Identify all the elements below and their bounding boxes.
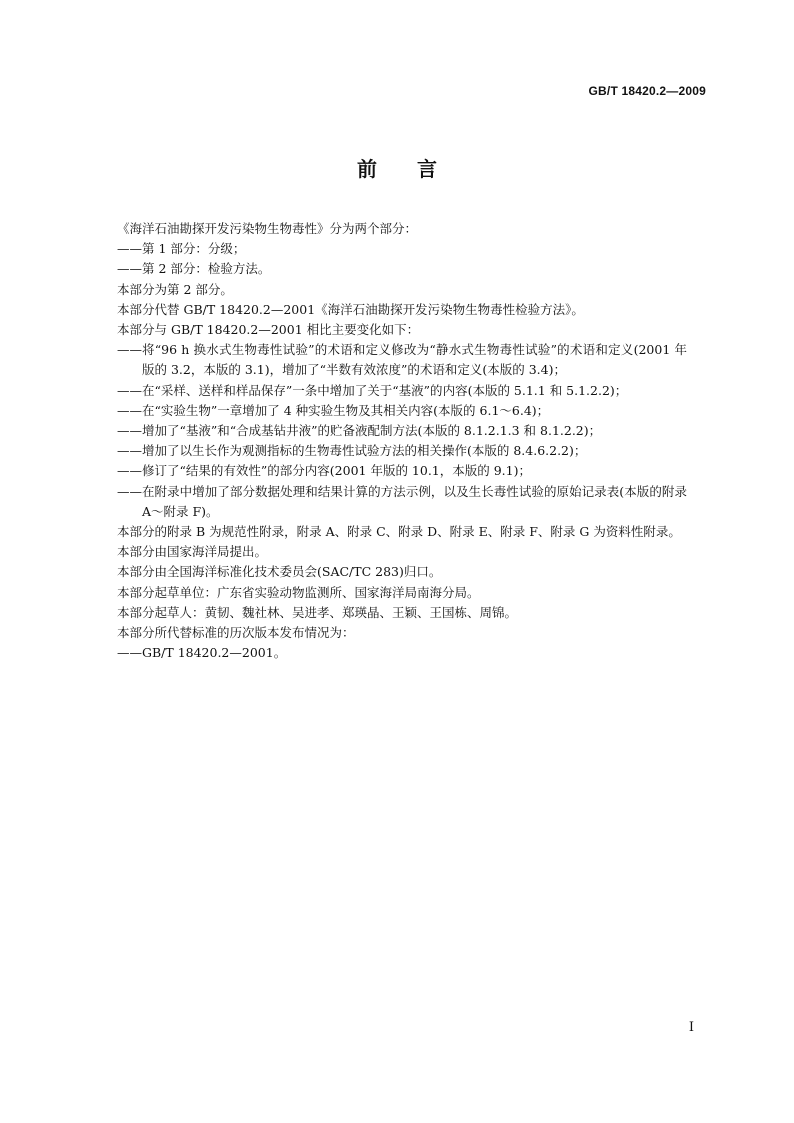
list-item-text: 第 1 部分：分级； xyxy=(142,241,246,257)
list-dash: —— xyxy=(117,645,142,661)
list-item-text: 将“96 h 换水式生物毒性试验”的术语和定义修改为“静水式生物毒性试验”的术语和定义(2001 年版的 3.2，本版的 3.1)，增加了“半数有效浓度”的术语和定义(本版的 3.4)； xyxy=(142,342,687,378)
list-item xyxy=(117,441,687,461)
list-item xyxy=(117,259,687,279)
paragraph: 《海洋石油勘探开发污染物生物毒性》分为两个部分： xyxy=(117,221,418,236)
list-dash: —— xyxy=(117,342,142,358)
paragraph: 本部分起草人：黄韧、魏社林、吴进孝、郑瑛晶、王颖、王国栋、周锦。 xyxy=(117,604,518,620)
list-item-text: 修订了“结果的有效性”的部分内容(2001 年版的 10.1，本版的 9.1)； xyxy=(142,463,531,479)
paragraph: 本部分与 GB/T 18420.2—2001 相比主要变化如下： xyxy=(117,322,420,338)
list-item-text: 增加了“基液”和“合成基钻井液”的贮备液配制方法(本版的 8.1.2.1.3 和 8.1.2.2)； xyxy=(142,423,602,439)
list-dash: —— xyxy=(117,463,142,479)
list-item xyxy=(117,239,687,259)
list-item xyxy=(117,381,687,401)
list-dash: —— xyxy=(117,261,142,277)
list-item xyxy=(117,401,687,421)
list-dash: —— xyxy=(117,443,142,459)
standard-code: GB/T 18420.2—2009 xyxy=(588,84,706,98)
list-item xyxy=(117,421,687,441)
foreword-body xyxy=(117,219,687,663)
paragraph: 本部分起草单位：广东省实验动物监测所、国家海洋局南海分局。 xyxy=(117,584,480,600)
list-dash: —— xyxy=(117,483,142,499)
list-dash: —— xyxy=(117,423,142,439)
paragraph: 本部分由全国海洋标准化技术委员会(SAC/TC 283)归口。 xyxy=(117,564,442,580)
list-item xyxy=(117,461,687,481)
list-dash: —— xyxy=(117,402,142,418)
page-number: I xyxy=(688,1020,694,1035)
list-dash: —— xyxy=(117,382,142,398)
list-item xyxy=(117,340,687,380)
page-title: 前言 xyxy=(357,157,477,181)
list-item-text: 在“采样、送样和样品保存”一条中增加了关于“基液”的内容(本版的 5.1.1 和 5.1.2.2)； xyxy=(142,382,628,398)
list-item-text: 在“实验生物”一章增加了 4 种实验生物及其相关内容(本版的 6.1～6.4)； xyxy=(142,402,550,418)
paragraph: 本部分代替 GB/T 18420.2—2001《海洋石油勘探开发污染物生物毒性检验方法》。 xyxy=(117,301,584,317)
list-item-text: 增加了以生长作为观测指标的生物毒性试验方法的相关操作(本版的 8.4.6.2.2)； xyxy=(142,443,587,459)
list-item-text: 第 2 部分：检验方法。 xyxy=(142,261,271,277)
paragraph: 本部分由国家海洋局提出。 xyxy=(117,544,268,560)
paragraph: 本部分的附录 B 为规范性附录，附录 A、附录 C、附录 D、附录 E、附录 F、附录 G 为资料性附录。 xyxy=(117,524,681,540)
list-item-text: GB/T 18420.2—2001。 xyxy=(142,645,287,661)
paragraph: 本部分所代替标准的历次版本发布情况为： xyxy=(117,625,355,641)
paragraph: 本部分为第 2 部分。 xyxy=(117,281,233,297)
list-dash: —— xyxy=(117,241,142,257)
list-item xyxy=(117,643,687,663)
list-item-text: 在附录中增加了部分数据处理和结果计算的方法示例，以及生长毒性试验的原始记录表(本版的附录 A～附录 F)。 xyxy=(142,483,687,519)
list-item xyxy=(117,482,687,522)
